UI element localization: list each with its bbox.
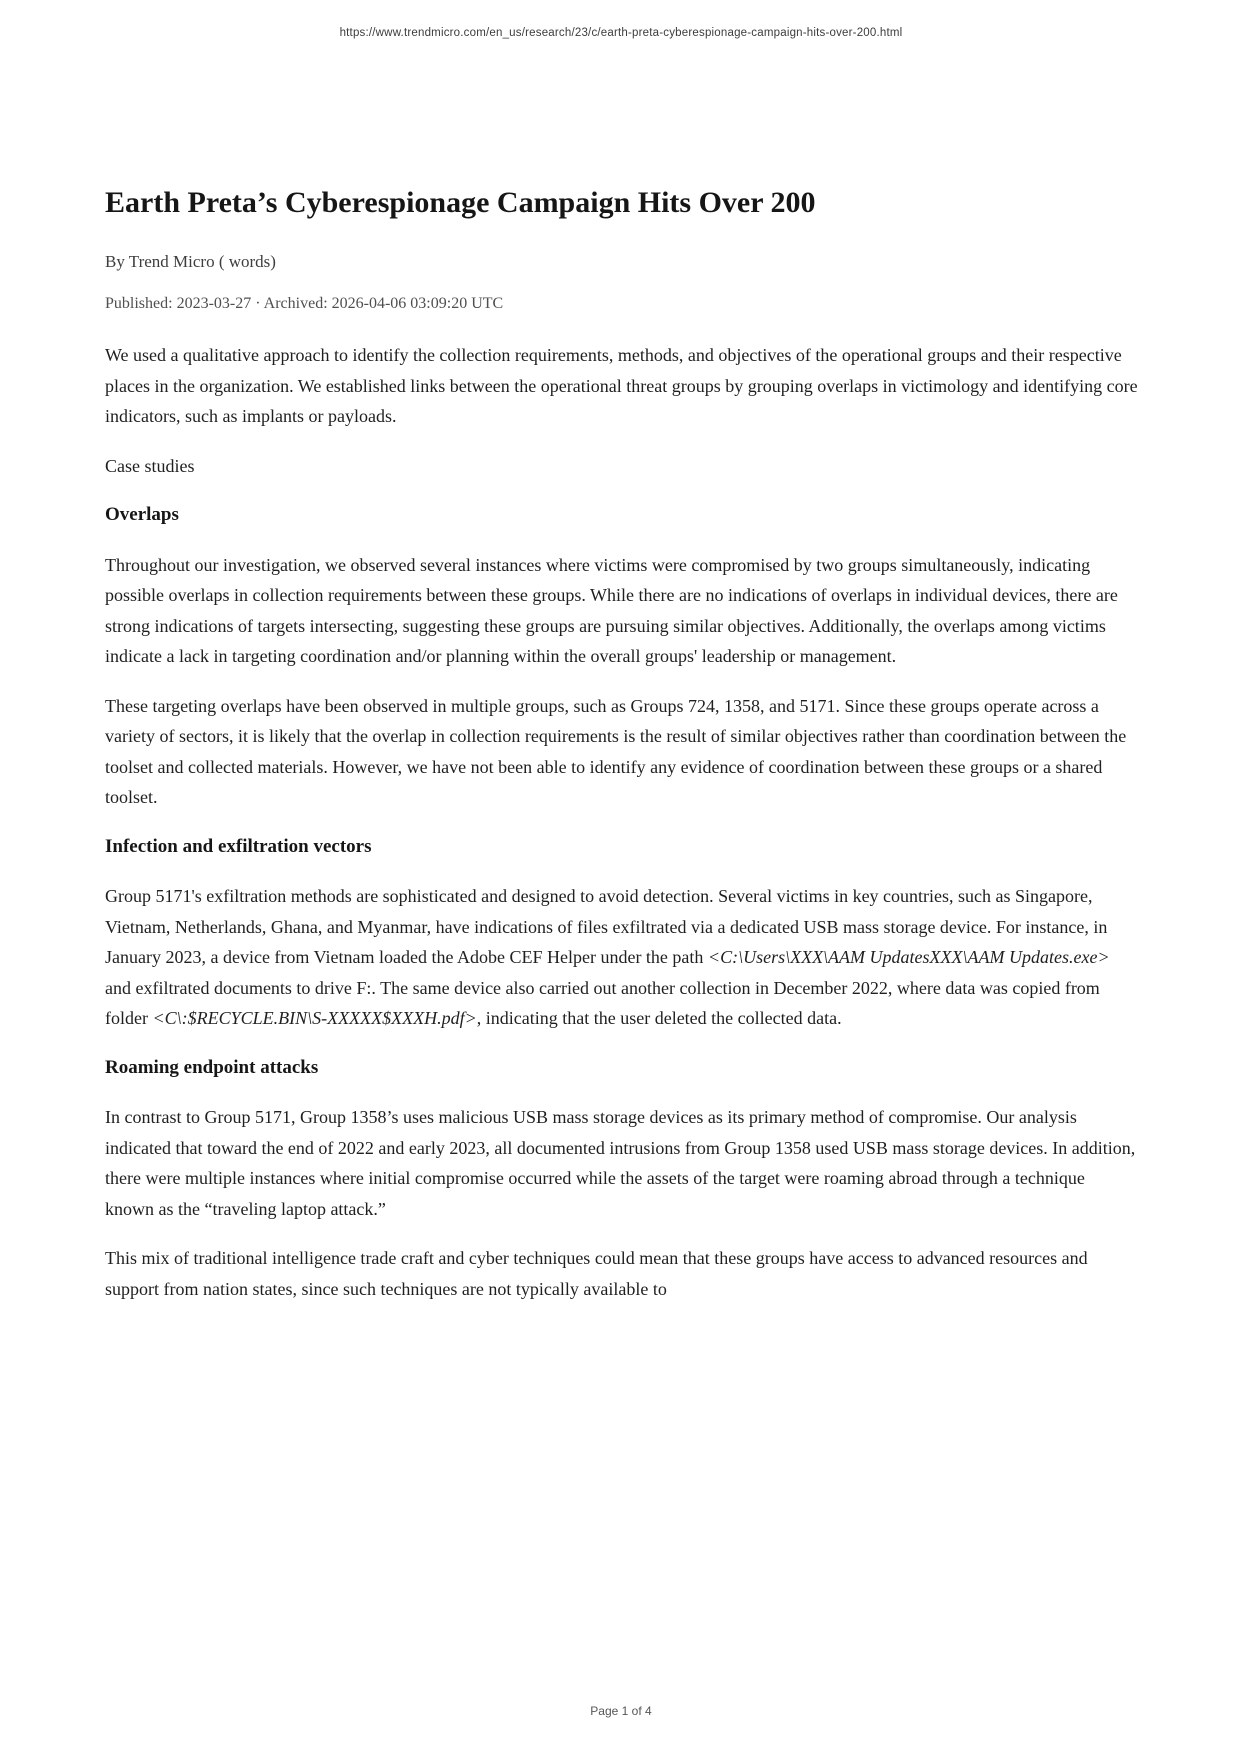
infection-text-intro: Group 5171's exfiltration methods are sophisticated and designed to avoid detection. Several victims in key countries, such as Singapore, Vietnam, Netherlands, Ghana, and Myanmar, have indications of files exfiltrated via a dedicated USB mass storage device. For instance, in January 2023, a device from Vietnam loaded the Adobe CEF Helper under the path: [105, 886, 1108, 967]
page-title: Earth Preta’s Cyberespionage Campaign Hits Over 200: [105, 186, 816, 219]
paragraph-infection: [105, 881, 1138, 1034]
page-footer: Page 1 of 4: [590, 1704, 652, 1718]
paragraph-overlaps-2: These targeting overlaps have been observed in multiple groups, such as Groups 724, 1358, and 5171. Since these groups operate across a variety of sectors, it is likely that the overlap in collection requirements is the result of similar objectives rather than coordination between the toolset and collected materials. However, we have not been able to identify any evidence of coordination between these groups or a shared toolset.: [105, 695, 1127, 807]
paragraph-intro: We used a qualitative approach to identify the collection requirements, methods, and objectives of the operational groups and their respective places in the organization. We established links between the operational threat groups by grouping overlaps in victimology and identifying core indicators, such as implants or payloads.: [105, 345, 1138, 426]
paragraph-roaming-1: In contrast to Group 5171, Group 1358’s uses malicious USB mass storage devices as its primary method of compromise. Our analysis indicated that toward the end of 2022 and early 2023, all documented intrusions from Group 1358 used USB mass storage devices. In addition, there were multiple instances where initial compromise occurred while the assets of the target were roaming abroad through a technique known as the “traveling laptop attack.”: [105, 1107, 1136, 1219]
article-content: [105, 183, 1138, 1323]
published-meta: Published: 2023-03-27 · Archived: 2026-04-06 03:09:20 UTC: [105, 295, 504, 312]
file-path-aam-updates: <C:\Users\XXX\AAM UpdatesXXX\AAM Updates.exe>: [707, 947, 1110, 967]
section-heading-roaming: Roaming endpoint attacks: [105, 1056, 319, 1078]
url-header: https://www.trendmicro.com/en_us/research/23/c/earth-preta-cyberespionage-campaign-hits-over-200.html: [339, 27, 903, 39]
infection-text-end: , indicating that the user deleted the collected data.: [476, 1008, 842, 1028]
infection-text-middle: and exfiltrated documents to drive F:. The same device also carried out another collection in December 2022, where data was copied from folder: [105, 977, 1100, 1028]
section-heading-infection: Infection and exfiltration vectors: [105, 835, 372, 857]
paragraph-overlaps-1: Throughout our investigation, we observed several instances where victims were compromised by two groups simultaneously, indicating possible overlaps in collection requirements between these groups. While there are no indications of overlaps in individual devices, there are strong indications of targets intersecting, suggesting these groups are pursuing similar objectives. Additionally, the overlaps among victims indicate a lack in targeting coordination and/or planning within the overall groups' leadership or management.: [105, 554, 1118, 666]
paragraph-roaming-2: This mix of traditional intelligence trade craft and cyber techniques could mean that these groups have access to advanced resources and support from nation states, since such techniques are not typically available to: [105, 1248, 1088, 1299]
section-heading-overlaps: Overlaps: [105, 504, 179, 525]
heading-case-studies: Case studies: [105, 455, 195, 476]
file-path-recycle-bin: <C\:$RECYCLE.BIN\S-XXXXX$XXXH.pdf>: [152, 1008, 477, 1028]
byline: By Trend Micro ( words): [105, 252, 276, 271]
